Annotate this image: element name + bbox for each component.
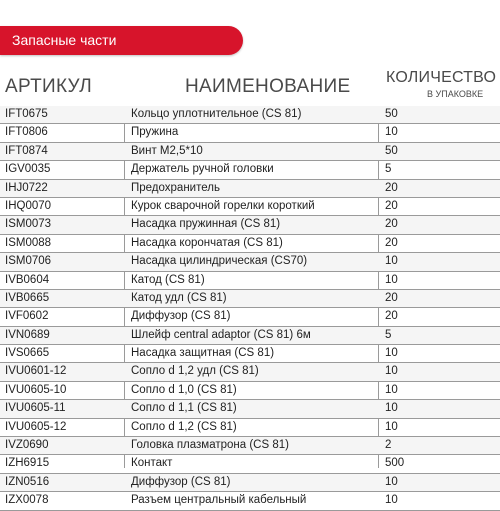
cell-name: Диффузор (CS 81)	[131, 310, 231, 323]
cell-quantity: 5	[385, 328, 392, 341]
header-name: НАИМЕНОВАНИЕ	[185, 76, 351, 97]
table-row	[0, 308, 500, 326]
table-row	[0, 253, 500, 271]
section-title: Запасные части	[12, 32, 117, 48]
cell-quantity: 10	[385, 347, 398, 360]
cell-name: Насадка цилиндрическая (CS70)	[131, 255, 308, 268]
cell-name: Катод (CS 81)	[131, 273, 205, 286]
cell-name: Шлейф central adaptor (CS 81) 6м	[131, 328, 311, 341]
table-row	[0, 419, 500, 437]
cell-name: Курок сварочной горелки короткий	[131, 199, 315, 212]
cell-article: IVU0601-12	[5, 365, 67, 378]
cell-quantity: 10	[385, 273, 398, 286]
cell-article: IVB0604	[5, 273, 50, 286]
table-header	[0, 64, 500, 106]
cell-quantity: 20	[385, 218, 398, 231]
cell-name: Катод удл (CS 81)	[131, 291, 227, 304]
table-row	[0, 345, 500, 363]
cell-name: Держатель ручной головки	[131, 163, 274, 176]
table-row	[0, 290, 500, 308]
cell-quantity: 20	[385, 236, 398, 249]
cell-name: Винт М2,5*10	[131, 144, 203, 157]
table-row	[0, 180, 500, 198]
cell-quantity: 2	[385, 439, 392, 452]
section-banner	[0, 26, 243, 55]
cell-quantity: 10	[385, 475, 398, 488]
cell-article: ISM0088	[5, 236, 52, 249]
cell-article: IVF0602	[5, 310, 49, 323]
cell-name: Разъем центральный кабельный	[131, 494, 307, 507]
cell-article: ISM0706	[5, 255, 52, 268]
cell-name: Насадка пружинная (CS 81)	[131, 218, 281, 231]
cell-article: IZX0078	[5, 494, 49, 507]
table-row	[0, 382, 500, 400]
cell-quantity: 500	[385, 457, 405, 470]
cell-quantity: 50	[385, 144, 398, 157]
cell-quantity: 10	[385, 420, 398, 433]
cell-quantity: 5	[385, 163, 392, 176]
cell-name: Пружина	[131, 126, 179, 139]
table-row	[0, 455, 500, 473]
table-row	[0, 437, 500, 455]
cell-article: IVU0605-10	[5, 383, 67, 396]
cell-quantity: 10	[385, 402, 398, 415]
cell-quantity: 10	[385, 383, 398, 396]
cell-article: IVB0665	[5, 291, 50, 304]
table-row	[0, 124, 500, 142]
table-row	[0, 106, 500, 124]
cell-article: IFT0806	[5, 126, 48, 139]
cell-quantity: 20	[385, 181, 398, 194]
cell-article: IVS0665	[5, 347, 50, 360]
cell-name: Сопло d 1,0 (CS 81)	[131, 383, 237, 396]
table-row	[0, 363, 500, 381]
cell-article: IFT0874	[5, 144, 48, 157]
cell-name: Диффузор (CS 81)	[131, 475, 231, 488]
cell-name: Сопло d 1,2 удл (CS 81)	[131, 365, 259, 378]
cell-article: IZN0516	[5, 475, 50, 488]
cell-name: Кольцо уплотнительное (CS 81)	[131, 108, 302, 120]
cell-article: IZH6915	[5, 457, 50, 470]
cell-name: Насадка защитная (CS 81)	[131, 347, 275, 360]
cell-name: Сопло d 1,1 (CS 81)	[131, 402, 237, 415]
table-row	[0, 161, 500, 179]
table-row	[0, 474, 500, 492]
cell-article: IVZ0690	[5, 439, 49, 452]
cell-name: Головка плазматрона (CS 81)	[131, 439, 289, 452]
cell-quantity: 20	[385, 199, 398, 212]
table-row	[0, 327, 500, 345]
table-row	[0, 492, 500, 510]
table-row	[0, 235, 500, 253]
parts-table	[0, 106, 500, 511]
cell-name: Насадка корончатая (CS 81)	[131, 236, 283, 249]
cell-article: IFT0675	[5, 108, 48, 120]
cell-quantity: 20	[385, 310, 398, 323]
cell-quantity: 10	[385, 126, 398, 139]
cell-article: ISM0073	[5, 218, 52, 231]
table-row	[0, 143, 500, 161]
cell-name: Предохранитель	[131, 181, 220, 194]
cell-quantity: 10	[385, 494, 398, 507]
table-row	[0, 272, 500, 290]
cell-name: Сопло d 1,2 (CS 81)	[131, 420, 237, 433]
cell-quantity: 20	[385, 291, 398, 304]
cell-quantity: 50	[385, 108, 398, 120]
header-article: АРТИКУЛ	[5, 76, 93, 97]
cell-article: IVN0689	[5, 328, 50, 341]
cell-article: IHJ0722	[5, 181, 48, 194]
table-row	[0, 400, 500, 418]
header-quantity: КОЛИЧЕСТВО	[386, 69, 497, 86]
cell-article: IVU0605-12	[5, 420, 67, 433]
cell-name: Контакт	[131, 457, 173, 470]
cell-quantity: 10	[385, 255, 398, 268]
cell-quantity: 10	[385, 365, 398, 378]
table-row	[0, 216, 500, 234]
cell-article: IGV0035	[5, 163, 51, 176]
cell-article: IVU0605-11	[5, 402, 66, 415]
header-quantity-sub: В УПАКОВКЕ	[427, 89, 484, 99]
cell-article: IHQ0070	[5, 199, 52, 212]
table-row	[0, 198, 500, 216]
